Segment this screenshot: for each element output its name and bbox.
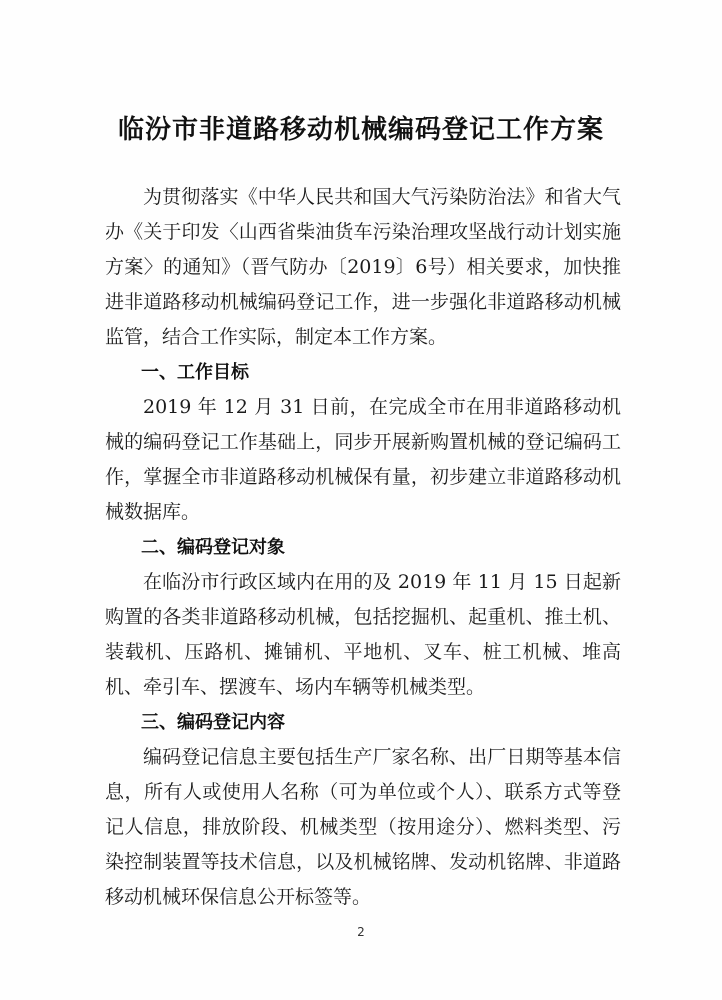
intro-paragraph: 为贯彻落实《中华人民共和国大气污染防治法》和省大气办《关于印发〈山西省柴油货车污染治理攻坚战行动计划实施方案〉的通知》（晋气防办〔2019〕6号）相关要求，加快推进非道路移动机械编码登记工作，进一步强化非道路移动机械监管，结合工作实际，制定本工作方案。	[105, 186, 621, 348]
section-heading-targets: 二、编码登记对象	[141, 537, 285, 558]
section-text-targets: 在临汾市行政区域内在用的及 2019 年 11 月 15 日起新购置的各类非道路移动机械，包括挖掘机、起重机、推土机、装载机、压路机、摊铺机、平地机、叉车、桩工机械、堆高机、牵引车、摆渡车、场内车辆等机械类型。	[105, 571, 621, 698]
section-text-content: 编码登记信息主要包括生产厂家名称、出厂日期等基本信息，所有人或使用人名称（可为单位或个人）、联系方式等登记人信息，排放阶段、机械类型（按用途分）、燃料类型、污染控制装置等技术信息，以及机械铭牌、发动机铭牌、非道路移动机械环保信息公开标签等。	[105, 746, 621, 908]
document-title: 临汾市非道路移动机械编码登记工作方案	[117, 115, 604, 145]
page-number: 2	[357, 925, 365, 939]
section-heading-content: 三、编码登记内容	[141, 712, 285, 733]
section-text-goals: 2019 年 12 月 31 日前，在完成全市在用非道路移动机械的编码登记工作基础上，同步开展新购置机械的登记编码工作，掌握全市非道路移动机械保有量，初步建立非道路移动机械数据库。	[105, 396, 621, 523]
document-body	[105, 180, 621, 915]
section-heading-goals: 一、工作目标	[141, 362, 249, 383]
